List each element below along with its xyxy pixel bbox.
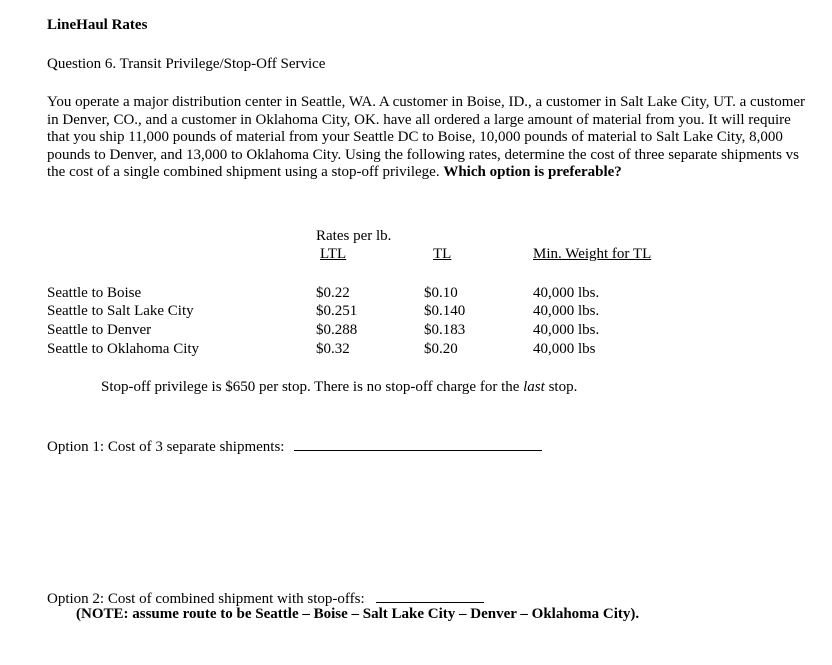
ltl-cell: $0.32 xyxy=(316,341,350,357)
stop-off-note-italic: last xyxy=(523,379,545,395)
document-title: LineHaul Rates xyxy=(47,17,148,33)
tl-cell: $0.10 xyxy=(424,285,458,301)
option2-answer-blank[interactable] xyxy=(376,588,484,603)
rates-heading: Rates per lb. xyxy=(316,228,392,244)
stop-off-note xyxy=(101,379,577,396)
ltl-cell: $0.22 xyxy=(316,285,350,301)
route-cell: Seattle to Oklahoma City xyxy=(47,341,200,357)
tl-cell: $0.20 xyxy=(424,341,458,357)
tl-cell: $0.140 xyxy=(424,303,466,319)
ltl-cell: $0.251 xyxy=(316,303,358,319)
min-weight-cell: 40,000 lbs. xyxy=(533,303,600,319)
tl-cell: $0.183 xyxy=(424,322,466,338)
stop-off-note-text: Stop-off privilege is $650 per stop. There is no stop-off charge for the xyxy=(101,379,524,395)
min-weight-cell: 40,000 lbs xyxy=(533,341,596,357)
problem-paragraph xyxy=(47,94,807,182)
option2-note: (NOTE: assume route to be Seattle – Boise – Salt Lake City – Denver – Oklahoma City). xyxy=(76,606,640,622)
problem-question: Which option is preferable? xyxy=(443,164,622,180)
option2-label: Option 2: Cost of combined shipment with stop-offs: xyxy=(47,591,365,607)
question-heading: Question 6. Transit Privilege/Stop-Off Service xyxy=(47,56,326,72)
min-weight-cell: 40,000 lbs. xyxy=(533,322,600,338)
option1-answer-blank[interactable] xyxy=(294,436,542,451)
option2-line xyxy=(47,588,484,608)
ltl-cell: $0.288 xyxy=(316,322,358,338)
route-cell: Seattle to Salt Lake City xyxy=(47,303,194,319)
col-header-min-weight: Min. Weight for TL xyxy=(533,246,652,262)
option1-line xyxy=(47,436,542,456)
col-header-tl: TL xyxy=(433,246,452,262)
min-weight-cell: 40,000 lbs. xyxy=(533,285,600,301)
stop-off-note-end: stop. xyxy=(544,379,578,395)
col-header-ltl: LTL xyxy=(320,246,347,262)
problem-text: You operate a major distribution center in Seattle, WA. A customer in Boise, ID., a customer in Salt Lake City, UT. a customer in Denver, CO., and a customer in Oklahoma City, OK. have all ordered a large amount of material from you. It will require that you ship 11,000 pounds of material from your Seattle DC to Boise, 10,000 pounds of material to Salt Lake City, 8,000 pounds to Denver, and 13,000 to Oklahoma City. Using the following rates, determine the cost of three separate shipments vs the cost of a single combined shipment using a stop-off privilege. xyxy=(47,94,806,180)
route-cell: Seattle to Boise xyxy=(47,285,142,301)
route-cell: Seattle to Denver xyxy=(47,322,152,338)
option1-label: Option 1: Cost of 3 separate shipments: xyxy=(47,439,285,455)
